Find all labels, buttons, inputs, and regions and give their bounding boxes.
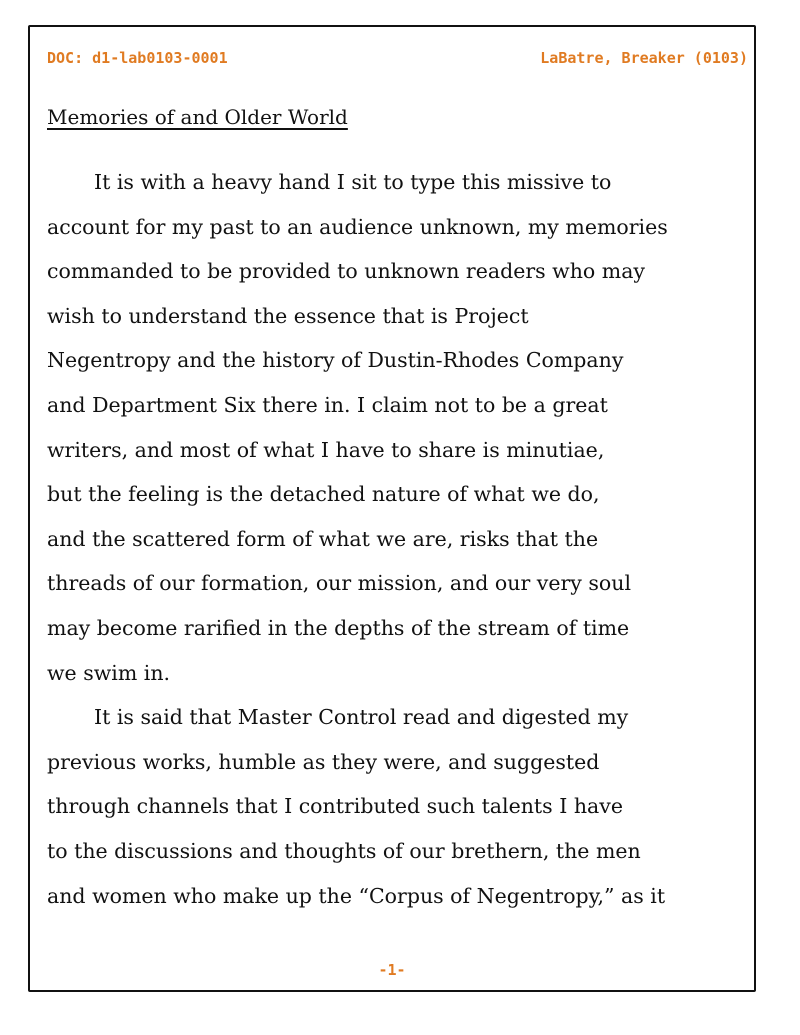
- text-line: may become rarified in the depths of the stream of time: [47, 615, 630, 640]
- text-line: through channels that I contributed such talents I have: [47, 794, 623, 819]
- author-label: LaBatre, Breaker (0103): [540, 49, 748, 67]
- text-line: but the feeling is the detached nature of what we do,: [47, 482, 600, 507]
- text-line: previous works, humble as they were, and suggested: [47, 749, 600, 774]
- text-line: to the discussions and thoughts of our brethern, the men: [47, 838, 641, 863]
- document-title: Memories of and Older World: [47, 105, 348, 129]
- text-line: commanded to be provided to unknown readers who may: [47, 259, 646, 284]
- document-body: [47, 160, 752, 918]
- text-line: and the scattered form of what we are, risks that the: [47, 526, 599, 551]
- document-page: [28, 25, 756, 992]
- page-header: [47, 49, 748, 67]
- text-line: It is with a heavy hand I sit to type this missive to: [94, 170, 612, 194]
- page-number: -1-: [378, 961, 406, 979]
- text-line: and Department Six there in. I claim not to be a great: [47, 392, 608, 417]
- text-line: wish to understand the essence that is Project: [47, 303, 529, 328]
- doc-id: DOC: d1-lab0103-0001: [47, 49, 228, 67]
- text-line: and women who make up the “Corpus of Negentropy,” as it: [47, 883, 666, 908]
- text-line: It is said that Master Control read and digested my: [94, 705, 629, 730]
- text-line: writers, and most of what I have to share is minutiae,: [47, 437, 605, 462]
- text-line: threads of our formation, our mission, and our very soul: [47, 571, 632, 596]
- text-line: Negentropy and the history of Dustin-Rhodes Company: [47, 348, 624, 373]
- text-line: we swim in.: [47, 660, 171, 685]
- text-line: account for my past to an audience unknown, my memories: [47, 214, 668, 239]
